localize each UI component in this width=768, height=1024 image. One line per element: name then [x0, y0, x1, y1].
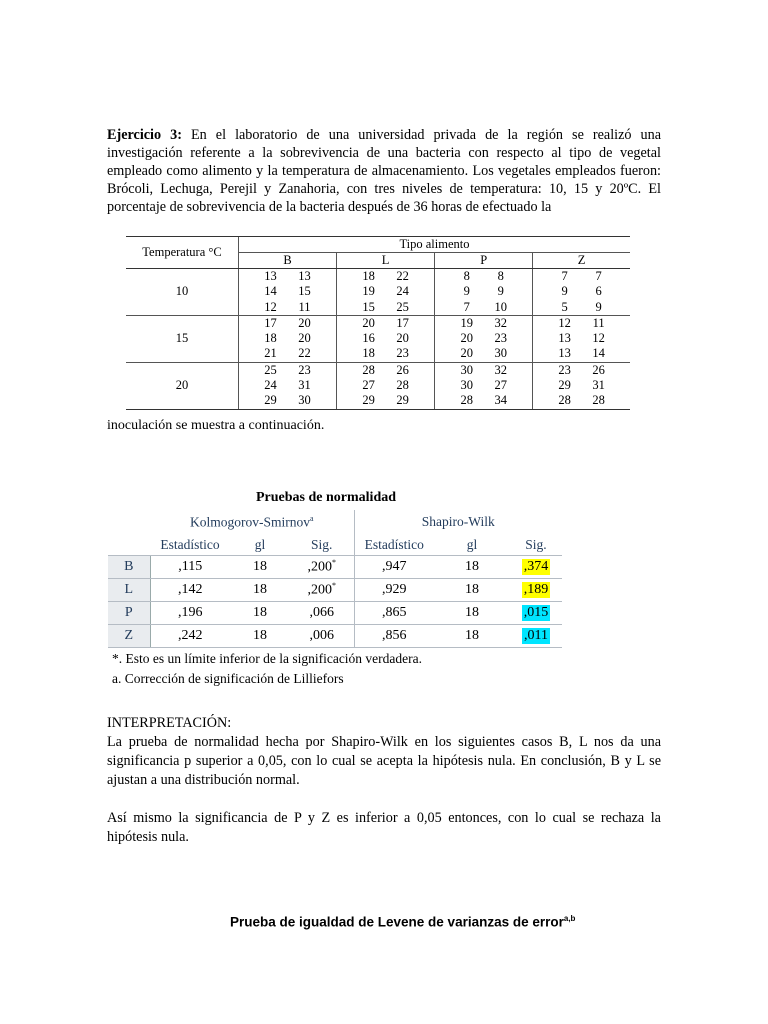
value: 30: [460, 362, 473, 377]
data-cell: [239, 393, 337, 409]
data-cell: [533, 284, 630, 299]
data-cell: [337, 315, 435, 331]
data-cell: [239, 362, 337, 378]
ks-sig-footnote: *: [332, 581, 336, 591]
column-header: B: [239, 253, 337, 269]
data-cell: [435, 300, 533, 316]
data-cell: [533, 378, 630, 393]
value: 23: [396, 346, 409, 361]
value: 13: [298, 269, 311, 283]
sw-stat: ,929: [354, 579, 434, 602]
value: 29: [558, 378, 571, 393]
value: 15: [298, 284, 311, 299]
data-cell: [435, 315, 533, 331]
sw-sig-highlighted: ,015: [523, 605, 549, 620]
value: 31: [298, 378, 311, 393]
value: 34: [494, 393, 507, 408]
sub-header: Sig.: [290, 534, 354, 556]
sw-gl: 18: [434, 556, 510, 579]
row-label: P: [108, 602, 150, 625]
value: 28: [592, 393, 605, 408]
data-cell: [533, 393, 630, 409]
data-cell: [435, 362, 533, 378]
data-cell: [435, 378, 533, 393]
value: 7: [595, 269, 602, 283]
sub-header: Estadístico: [150, 534, 230, 556]
value: 26: [592, 362, 605, 377]
value: 19: [362, 284, 375, 299]
sub-header: gl: [230, 534, 290, 556]
exercise-label: Ejercicio 3:: [107, 127, 182, 143]
data-cell: [239, 284, 337, 299]
value: 12: [558, 315, 571, 330]
sw-stat: ,856: [354, 625, 434, 648]
survival-data-table: [126, 236, 630, 410]
normality-notes: [112, 649, 422, 689]
ks-stat: ,196: [150, 602, 230, 625]
value: 12: [592, 331, 605, 346]
data-cell: [337, 284, 435, 299]
data-cell: [337, 346, 435, 362]
value: 25: [264, 362, 277, 377]
ks-stat: ,242: [150, 625, 230, 648]
value: 30: [460, 378, 473, 393]
value: 26: [396, 362, 409, 377]
ks-sig: [290, 625, 354, 648]
sub-header: gl: [434, 534, 510, 556]
value: 31: [592, 378, 605, 393]
norm-corner: [108, 510, 150, 534]
row-label: B: [108, 556, 150, 579]
data-cell: [435, 393, 533, 409]
interpretation: [107, 714, 661, 866]
value: 11: [592, 315, 605, 330]
value: 7: [561, 269, 568, 283]
value: 13: [558, 331, 571, 346]
value: 30: [494, 346, 507, 361]
sw-sig: [510, 602, 562, 625]
value: 29: [362, 393, 375, 408]
value: 22: [396, 269, 409, 283]
norm-sub-corner: [108, 534, 150, 556]
value: 8: [497, 269, 504, 283]
temperature-cell: 20: [126, 362, 239, 409]
exercise-intro: [107, 126, 661, 216]
normality-title: Pruebas de normalidad: [256, 490, 397, 505]
row-label: Z: [108, 625, 150, 648]
sw-header: Shapiro-Wilk: [354, 510, 562, 534]
ks-gl: 18: [230, 602, 290, 625]
sw-sig-highlighted: ,189: [523, 582, 549, 597]
ks-sig: [290, 579, 354, 602]
data-cell: [435, 346, 533, 362]
sw-sig-highlighted: ,011: [524, 628, 548, 643]
value: 32: [494, 362, 507, 377]
ks-sig-value: ,066: [309, 605, 334, 620]
value: 20: [298, 331, 311, 346]
value: 20: [460, 346, 473, 361]
value: 18: [362, 346, 375, 361]
data-cell: [337, 300, 435, 316]
data-cell: [337, 269, 435, 285]
value: 20: [362, 315, 375, 330]
ks-stat: ,115: [150, 556, 230, 579]
value: 30: [298, 393, 311, 408]
sw-sig-highlighted: ,374: [523, 559, 549, 574]
value: 23: [494, 331, 507, 346]
value: 12: [264, 299, 277, 314]
value: 32: [494, 315, 507, 330]
value: 28: [396, 378, 409, 393]
table-row: [108, 625, 562, 648]
value: 29: [396, 393, 409, 408]
ks-sig-value: ,006: [309, 628, 334, 643]
data-cell: [533, 331, 630, 346]
value: 28: [460, 393, 473, 408]
value: 11: [298, 299, 311, 314]
value: 27: [362, 378, 375, 393]
interpretation-paragraph-2: Así mismo la significancia de P y Z es inferior a 0,05 entonces, con lo cual se rechaza la hipótesis nula.: [107, 810, 661, 845]
data-cell: [239, 346, 337, 362]
interpretation-paragraph-1: La prueba de normalidad hecha por Shapiro-Wilk en los siguientes casos B, L nos da una significancia p superior a 0,05, con lo cual se acepta la hipótesis nula. En conclusión, B y L se ajustan a una distribución normal.: [107, 734, 661, 788]
sw-sig: [510, 579, 562, 602]
ks-header: Kolmogorov-Smirnov$^a$: [189, 513, 314, 530]
value: 24: [396, 284, 409, 299]
value: 24: [264, 378, 277, 393]
sw-gl: 18: [434, 625, 510, 648]
value: 21: [264, 346, 277, 361]
interpretation-heading: INTERPRETACIÓN:: [107, 715, 232, 731]
data-cell: [239, 331, 337, 346]
value: 20: [460, 331, 473, 346]
data-cell: [435, 331, 533, 346]
data-cell: [239, 378, 337, 393]
sw-stat: ,865: [354, 602, 434, 625]
data-cell: [533, 300, 630, 316]
sw-sig: [510, 556, 562, 579]
value: 9: [595, 299, 602, 314]
table-row: [108, 579, 562, 602]
ks-sig: [290, 602, 354, 625]
ks-stat: ,142: [150, 579, 230, 602]
data-cell: [533, 346, 630, 362]
levene-title: Prueba de igualdad de Levene de varianzas de error$^{a,b}$: [230, 914, 576, 930]
value: 20: [396, 331, 409, 346]
normality-table: [108, 510, 562, 648]
value: 27: [494, 378, 507, 393]
note-a: a. Corrección de significación de Lilliefors: [112, 671, 344, 686]
value: 7: [463, 299, 470, 314]
sw-gl: 18: [434, 579, 510, 602]
data-cell: [533, 269, 630, 285]
data-cell: [337, 378, 435, 393]
value: 28: [362, 362, 375, 377]
data-cell: [533, 315, 630, 331]
data-cell: [337, 362, 435, 378]
value: 8: [463, 269, 470, 283]
value: 13: [264, 269, 277, 283]
value: 16: [362, 331, 375, 346]
temperature-cell: 15: [126, 315, 239, 362]
value: 15: [362, 299, 375, 314]
value: 25: [396, 299, 409, 314]
data-cell: [337, 393, 435, 409]
table-row: [108, 602, 562, 625]
row-header: Temperatura °C: [126, 237, 239, 269]
column-header: L: [337, 253, 435, 269]
value: 14: [264, 284, 277, 299]
value: 17: [264, 315, 277, 330]
ks-gl: 18: [230, 556, 290, 579]
sw-sig: [510, 625, 562, 648]
data-cell: [533, 362, 630, 378]
value: 28: [558, 393, 571, 408]
after-table-text: inoculación se muestra a continuación.: [107, 418, 325, 433]
value: 5: [561, 299, 568, 314]
sw-gl: 18: [434, 602, 510, 625]
sw-stat: ,947: [354, 556, 434, 579]
sub-header: Sig.: [510, 534, 562, 556]
table-row: [108, 556, 562, 579]
data-cell: [239, 300, 337, 316]
row-label: L: [108, 579, 150, 602]
column-header: P: [435, 253, 533, 269]
note-star: *. Esto es un límite inferior de la significación verdadera.: [112, 651, 423, 666]
ks-gl: 18: [230, 579, 290, 602]
value: 22: [298, 346, 311, 361]
ks-sig-value: ,200: [307, 582, 332, 598]
value: 10: [494, 299, 507, 314]
temperature-cell: 10: [126, 269, 239, 316]
value: 9: [463, 284, 470, 299]
value: 19: [460, 315, 473, 330]
ks-sig-value: ,200: [307, 559, 332, 575]
value: 17: [396, 315, 409, 330]
ks-sig: [290, 556, 354, 579]
exercise-text: En el laboratorio de una universidad privada de la región se realizó una investigación referente a la sobrevivencia de una bacteria con respecto al tipo de vegetal empleado como alimento y la temperatura de almacenamiento. Los vegetales empleados fueron: Brócoli, Lechuga, Perejil y Zanahoria, con tres niveles de temperatura: 10, 15 y 20ºC. El porcentaje de sobrevivencia de la bacteria después de 36 horas de efectuado la: [107, 127, 662, 215]
value: 9: [561, 284, 568, 299]
data-cell: [435, 284, 533, 299]
value: 9: [497, 284, 504, 299]
value: 23: [298, 362, 311, 377]
value: 14: [592, 346, 605, 361]
ks-gl: 18: [230, 625, 290, 648]
group-header: Tipo alimento: [239, 237, 631, 253]
data-cell: [239, 269, 337, 285]
value: 18: [362, 269, 375, 283]
column-header: Z: [533, 253, 630, 269]
value: 13: [558, 346, 571, 361]
value: 29: [264, 393, 277, 408]
value: 6: [595, 284, 602, 299]
value: 18: [264, 331, 277, 346]
value: 20: [298, 315, 311, 330]
data-cell: [435, 269, 533, 285]
ks-sig-footnote: *: [332, 558, 336, 568]
sub-header: Estadístico: [354, 534, 434, 556]
data-cell: [239, 315, 337, 331]
data-cell: [337, 331, 435, 346]
value: 23: [558, 362, 571, 377]
